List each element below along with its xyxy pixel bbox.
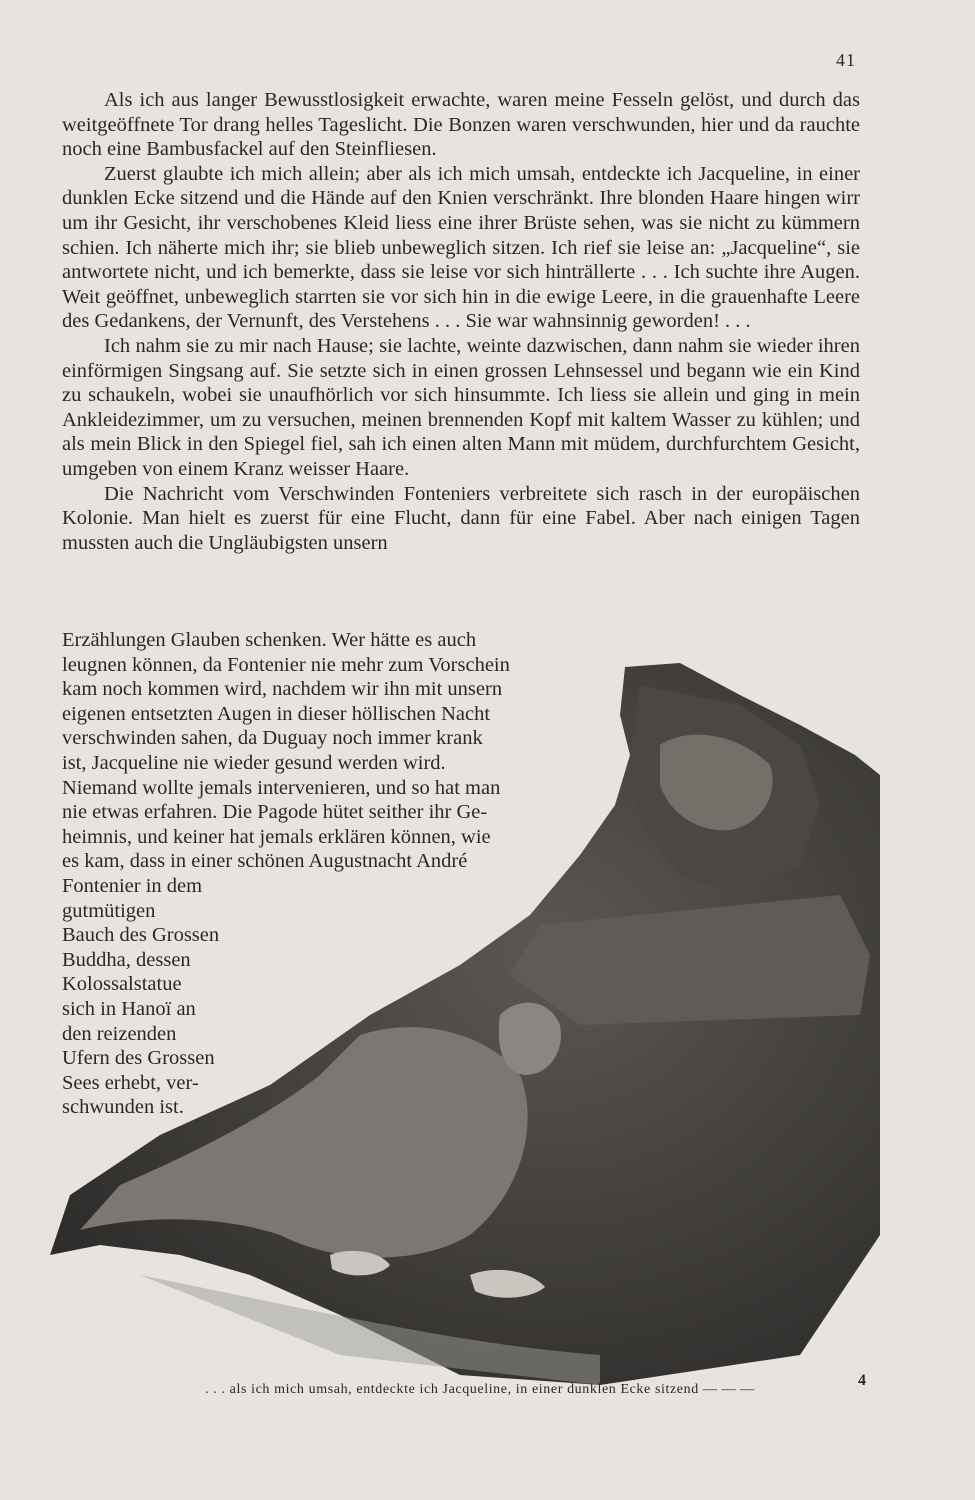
body-text bbox=[62, 88, 860, 555]
illustration-caption: . . . als ich mich umsah, entdeckte ich Jacqueline, in einer dunklen Ecke sitzend — — — bbox=[205, 1382, 755, 1397]
signature-mark: 4 bbox=[858, 1372, 866, 1389]
text-line: nie etwas erfahren. Die Pagode hütet seither ihr Ge- bbox=[62, 801, 488, 824]
text-line: Sees erhebt, ver- bbox=[62, 1071, 199, 1094]
paragraph: Zuerst glaubte ich mich allein; aber als ich mich umsah, entdeckte ich Jacqueline, in einer dunklen Ecke sitzend und die Hände auf den Knien verschränkt. Ihre blonden Haare hingen wirr um ihr Gesicht, ihr verschobenes Kleid liess eine ihrer Brüste sehen, was sie nicht zu kümmern schien. Ich näherte mich ihr; sie blieb unbeweglich sitzen. Ich rief sie leise an: „Jacqueline“, sie antwortete nicht, und ich bemerkte, dass sie leise vor sich hinträllerte . . . Ich suchte ihre Augen. Weit geöffnet, unbeweglich starrten sie vor sich hin in die ewige Leere, in die grauenhafte Leere des Gedankens, der Vernunft, des Verstehens . . . Sie war wahnsinnig geworden! . . . bbox=[62, 162, 860, 333]
text-line: Kolossalstatue bbox=[62, 973, 182, 996]
text-line: ist, Jacqueline nie wieder gesund werden wird. bbox=[62, 751, 446, 774]
text-line: Niemand wollte jemals intervenieren, und so hat man bbox=[62, 776, 501, 799]
text-line: schwunden ist. bbox=[62, 1096, 184, 1119]
text-line: eigenen entsetzten Augen in dieser höllischen Nacht bbox=[62, 702, 491, 725]
text-line: Fontenier in dem bbox=[62, 875, 203, 897]
text-line: Buddha, dessen bbox=[62, 948, 191, 971]
text-line: leugnen können, da Fontenier nie mehr zum Vorschein bbox=[62, 653, 510, 676]
text-line: heimnis, und keiner hat jemals erklären können, wie bbox=[62, 825, 491, 848]
text-line: gutmütigen bbox=[62, 899, 156, 922]
text-line: es kam, dass in einer schönen Augustnacht André bbox=[62, 850, 468, 873]
paragraph: Ich nahm sie zu mir nach Hause; sie lachte, weinte dazwischen, dann nahm sie wieder ihren einförmigen Singsang auf. Sie setzte sich in einen grossen Lehnsessel und begann wie ein Kind zu schaukeln, wobei sie unaufhörlich vor sich hinsummte. Ich liess sie allein und ging in mein Ankleidezimmer, um zu versuchen, meinen brennenden Kopf mit kaltem Wasser zu kühlen; und als mein Blick in den Spiegel fiel, sah ich einen alten Mann mit müdem, durchfurchtem Gesicht, umgeben von einem Kranz weisser Haare. bbox=[62, 334, 860, 480]
text-line: Bauch des Grossen bbox=[62, 924, 220, 947]
text-line: kam noch kommen wird, nachdem wir ihn mit unsern bbox=[62, 678, 503, 701]
text-line: Ufern des Grossen bbox=[62, 1047, 215, 1070]
wrapped-text bbox=[62, 628, 567, 874]
text-line: den reizenden bbox=[62, 1022, 177, 1045]
text-line: sich in Hanoï an bbox=[62, 997, 196, 1020]
paragraph: Die Nachricht vom Verschwinden Fonteniers verbreitete sich rasch in der europäischen Kolonie. Man hielt es zuerst für eine Flucht, dann für eine Fabel. Aber nach einigen Tagen mussten auch die Ungläubigsten unsern bbox=[62, 482, 860, 554]
text-line: Erzählungen Glauben schenken. Wer hätte es auch bbox=[62, 629, 477, 651]
narrow-text bbox=[62, 874, 240, 1120]
paragraph: Als ich aus langer Bewusstlosigkeit erwachte, waren meine Fesseln gelöst, und durch das weitgeöffnete Tor drang helles Tageslicht. Die Bonzen waren verschwunden, hier und da rauchte noch eine Bambusfackel auf den Steinfliesen. bbox=[62, 89, 860, 161]
text-line: verschwinden sahen, da Duguay noch immer krank bbox=[62, 727, 483, 750]
page-number: 41 bbox=[836, 50, 856, 70]
